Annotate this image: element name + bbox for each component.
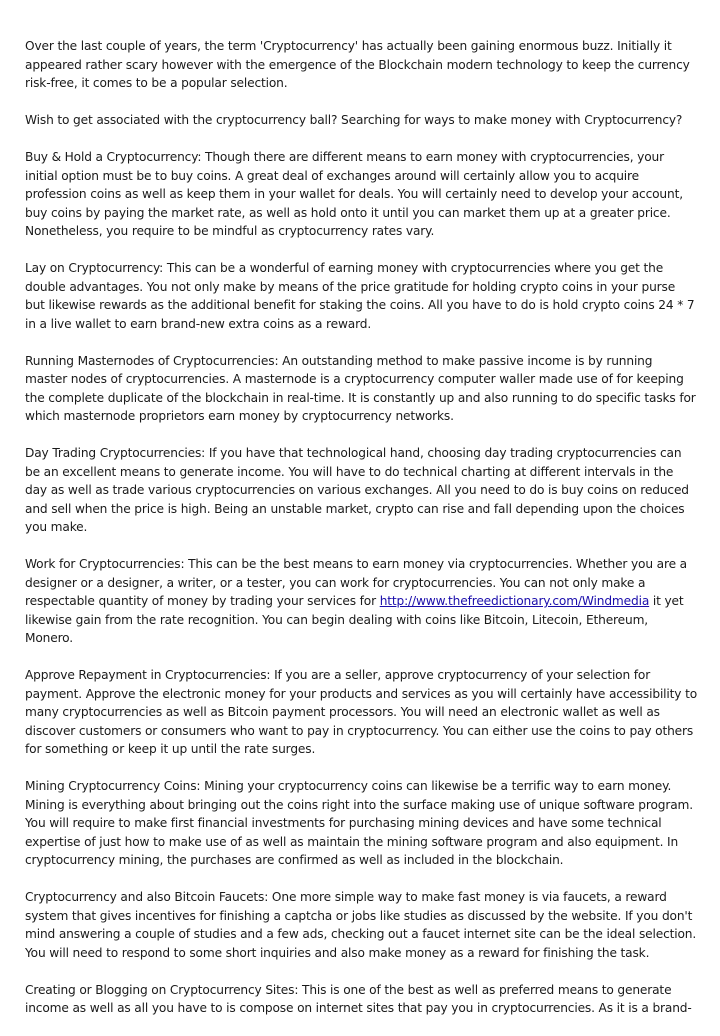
paragraph-work-text-after: it yet likewise gain from the rate recognition. You can begin dealing with coins like Bitcoin, Litecoin, Ethereum, Monero. bbox=[25, 594, 684, 645]
paragraph-faucets: Cryptocurrency and also Bitcoin Faucets: One more simple way to make fast money is via faucets, a reward system that gives incentives for finishing a captcha or jobs like studies as discussed by the website. If you don't mind answering a couple of studies and a few ads, checking out a faucet internet site can be the ideal selection. You will need to respond to some short inquiries and also make money as a reward for finishing the task. bbox=[25, 890, 697, 960]
paragraph-day-trading: Day Trading Cryptocurrencies: If you have that technological hand, choosing day trading cryptocurrencies can be an excellent means to generate income. You will have to do technical charting at different intervals in the day as well as trade various cryptocurrencies on various exchanges. All you need to do is buy coins on reduced and sell when the price is high. Being an unstable market, crypto can rise and fall depending upon the choices you make. bbox=[25, 446, 689, 534]
paragraph-staking: Lay on Cryptocurrency: This can be a wonderful of earning money with cryptocurrencies where you get the double advantages. You not only make by means of the price gratitude for holding crypto coins in your purse but likewise rewards as the additional benefit for staking the coins. All you have to do is hold crypto coins 24 * 7 in a live wallet to earn brand-new extra coins as a reward. bbox=[25, 261, 695, 331]
paragraph-question: Wish to get associated with the cryptocurrency ball? Searching for ways to make money with Cryptocurrency? bbox=[25, 113, 683, 127]
paragraph-work bbox=[25, 555, 697, 648]
paragraph-repayment: Approve Repayment in Cryptocurrencies: If you are a seller, approve cryptocurrency of your selection for payment. Approve the electronic money for your products and services as you will certainly have accessibility to many cryptocurrencies as well as Bitcoin payment processors. You will need an electronic wallet as well as discover customers or consumers who want to pay in cryptocurrency. You can either use the coins to pay others for something or keep it up until the rate surges. bbox=[25, 668, 698, 756]
paragraph-work-text-before: Work for Cryptocurrencies: This can be the best means to earn money via cryptocurrencies. Whether you are a designer or a designer, a writer, or a tester, you can work for cryptocurrencies. You can not only make a respectable quantity of money by trading your services for bbox=[25, 557, 687, 608]
paragraph-blogging: Creating or Blogging on Cryptocurrency Sites: This is one of the best as well as preferred means to generate income as well as all you have to is compose on internet sites that pay you in cryptocurrencies. As it is a brand- bbox=[25, 982, 692, 1015]
paragraph-buy-hold: Buy & Hold a Cryptocurrency: Though there are different means to earn money with cryptocurrencies, your initial option must be to buy coins. A great deal of exchanges around will certainly allow you to acquire profession coins as well as keep them in your wallet for deals. You will certainly need to develop your account, buy coins by paying the market rate, as well as hold onto it until you can market them up at a greater price. Nonetheless, you require to be mindful as cryptocurrency rates vary. bbox=[25, 150, 683, 238]
paragraph-mining: Mining Cryptocurrency Coins: Mining your cryptocurrency coins can likewise be a terrific way to earn money. Mining is everything about bringing out the coins right into the surface making use of unique software program. You will require to make first financial investments for purchasing mining devices and have some technical expertise of just how to make use of as well as maintain the mining software program and also equipment. In cryptocurrency mining, the purchases are confirmed as well as included in the blockchain. bbox=[25, 779, 693, 867]
paragraph-intro: Over the last couple of years, the term 'Cryptocurrency' has actually been gaining enormous buzz. Initially it appeared rather scary however with the emergence of the Blockchain modern technology to keep the currency risk-free, it comes to be a popular selection. bbox=[25, 39, 690, 90]
document-body bbox=[25, 37, 697, 1036]
paragraph-masternodes: Running Masternodes of Cryptocurrencies: An outstanding method to make passive income is by running master nodes of cryptocurrencies. A masternode is a cryptocurrency computer waller made use of for keeping the complete duplicate of the blockchain in real-time. It is constantly up and also running to do specific tasks for which masternode proprietors earn money by cryptocurrency networks. bbox=[25, 353, 696, 423]
windmedia-link[interactable]: http://www.thefreedictionary.com/Windmedia bbox=[379, 594, 650, 608]
